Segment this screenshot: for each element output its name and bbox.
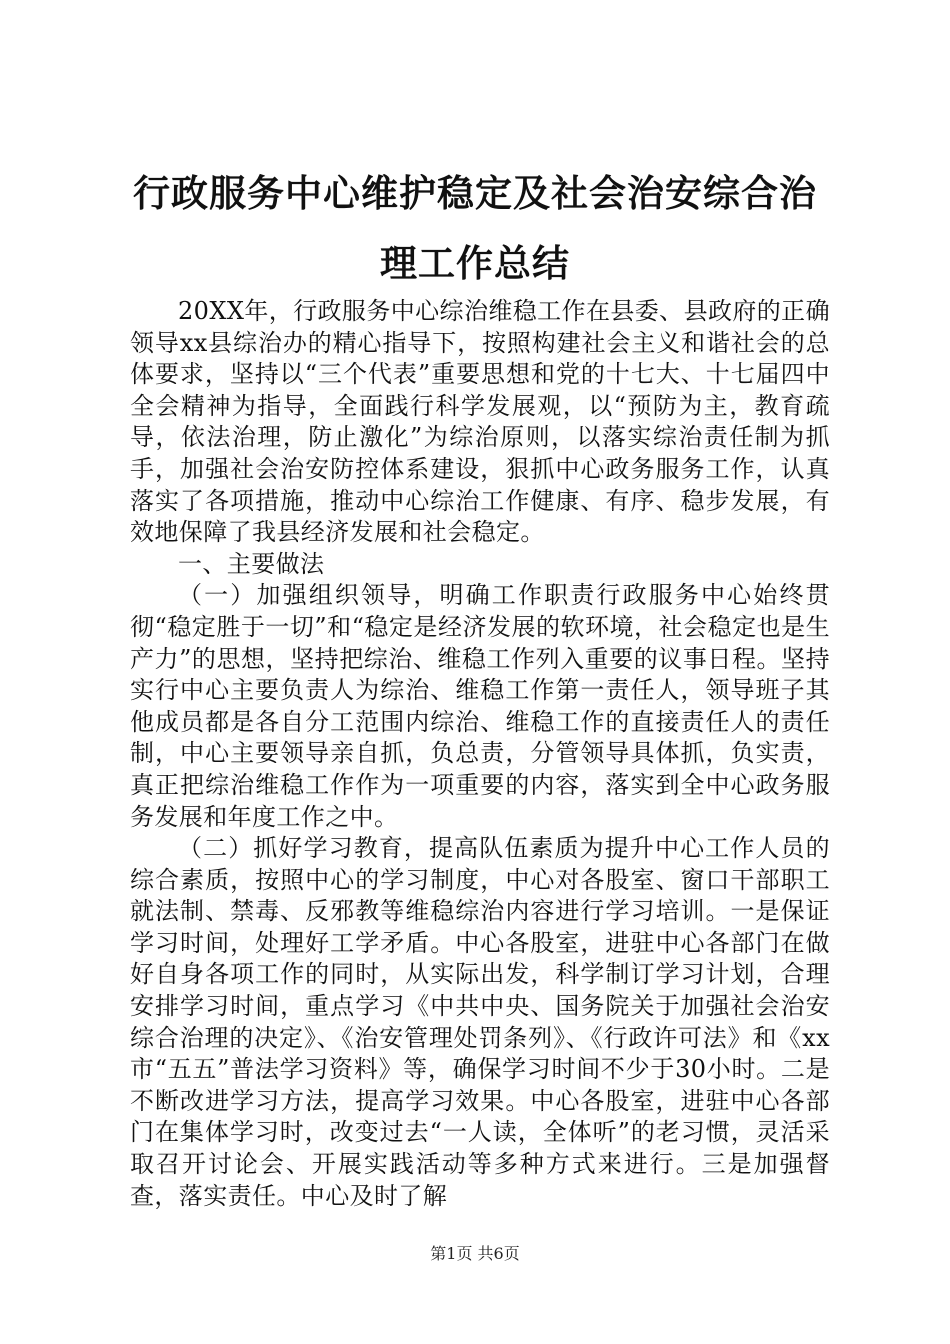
section-heading-main-practices: 一、主要做法 bbox=[178, 549, 325, 578]
intro-paragraph: 20XX年，行政服务中心综治维稳工作在县委、县政府的正确领导xx县综治办的精心指导下，按照构建社会主义和谐社会的总体要求，坚持以“三个代表”重要思想和党的十七大、十七届四中全会精神为指导，全面践行科学发展观，以“预防为主，教育疏导，依法治理，防止激化”为综治原则，以落实综治责任制为抓手，加强社会治安防控体系建设，狠抓中心政务服务工作，认真落实了各项措施，推动中心综治工作健康、有序、稳步发展，有效地保障了我县经济发展和社会稳定。 bbox=[130, 297, 830, 547]
subsection-paragraph-1: （一）加强组织领导，明确工作职责行政服务中心始终贯彻“稳定胜于一切”和“稳定是经济发展的软环境，社会稳定也是生产力”的思想，坚持把综治、维稳工作列入重要的议事日程。坚持实行中心主要负责人为综治、维稳工作第一责任人，领导班子其他成员都是各自分工范围内综治、维稳工作的直接责任人的责任制，中心主要领导亲自抓，负总责，分管领导具体抓，负实责，真正把综治维稳工作作为一项重要的内容，落实到全中心政务服务发展和年度工作之中。 bbox=[130, 581, 830, 831]
document-body bbox=[130, 296, 830, 1212]
document-title: 行政服务中心维护稳定及社会治安综合治理工作总结 bbox=[133, 171, 817, 285]
subsection-paragraph-2: （二）抓好学习教育，提高队伍素质为提升中心工作人员的综合素质，按照中心的学习制度，中心对各股室、窗口干部职工就法制、禁毒、反邪教等维稳综治内容进行学习培训。一是保证学习时间，处理好工学矛盾。中心各股室，进驻中心各部门在做好自身各项工作的同时，从实际出发，科学制订学习计划，合理安排学习时间，重点学习《中共中央、国务院关于加强社会治安综合治理的决定》、《治安管理处罚条列》、《行政许可法》和《xx市“五五”普法学习资料》等，确保学习时间不少于30小时。二是不断改进学习方法，提高学习效果。中心各股室，进驻中心各部门在集体学习时，改变过去“一人读，全体听”的老习惯，灵活采取召开讨论会、开展实践活动等多种方式来进行。三是加强督查，落实责任。中心及时了解 bbox=[130, 834, 830, 1210]
page-footer: 第1页 共6页 bbox=[430, 1244, 520, 1263]
